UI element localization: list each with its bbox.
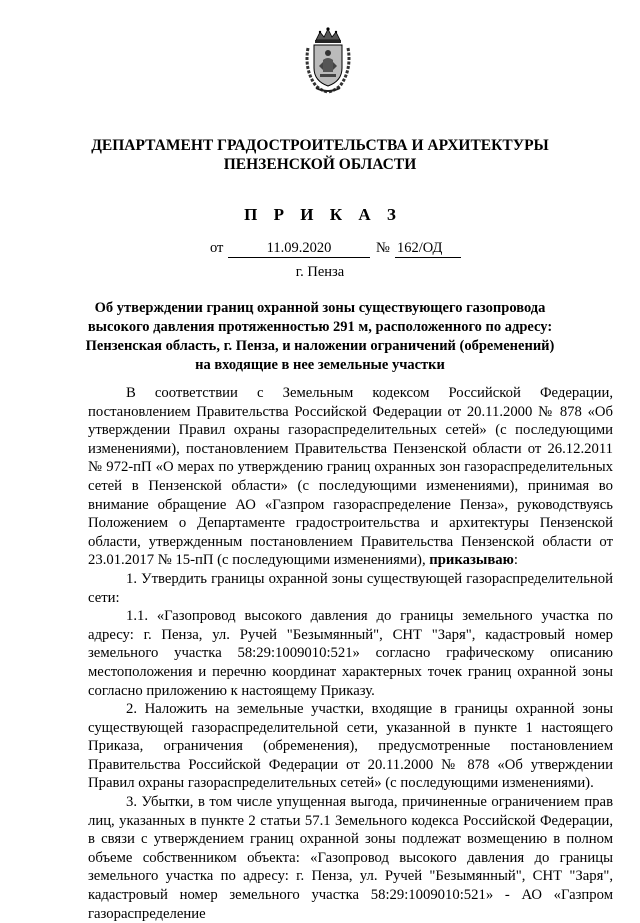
number-label: № <box>376 240 390 256</box>
document-type-heading: П Р И К А З <box>244 205 402 224</box>
department-title-line2: ПЕНЗЕНСКОЙ ОБЛАСТИ <box>223 156 417 173</box>
order-word: приказываю <box>429 552 514 569</box>
department-title-line1: ДЕПАРТАМЕНТ ГРАДОСТРОИТЕЛЬСТВА И АРХИТЕКТУРЫ <box>91 137 549 154</box>
preamble-text: В соответствии с Земельным кодексом Российской Федерации, постановлением Правительства Российской Федерации от 20.11.2000 № 878 «Об утверждении Правил охраны газораспределительных сетей» (с последующими изменениями), постановлением Правительства Пензенской области от 26.12.2011 № 972-пП «О мерах по утверждению границ охранных зон газораспределительных сетей в Пензенской области» (с последующими изменениями), принимая во внимание обращение АО «Газпром газораспределение Пенза», руководствуясь Положением о Департаменте градостроительства и архитектуры Пензенской области, утвержденным постановлением Правительства Пензенской области от 23.01.2017 № 15-пП (с последующими изменениями), <box>88 385 613 569</box>
date-from-label: от <box>210 240 224 256</box>
subject-line2: высокого давления протяженностью 291 м, расположенного по адресу: <box>87 319 553 335</box>
subject-line3: Пензенская область, г. Пенза, и наложении ограничений (обременений) <box>85 338 555 354</box>
document-body <box>88 384 613 923</box>
subject-line1: Об утверждении границ охранной зоны существующего газопровода <box>94 300 546 316</box>
subject-line4: на входящие в нее земельные участки <box>195 357 445 373</box>
paragraph-preamble <box>88 384 613 570</box>
paragraph-item-2: 2. Наложить на земельные участки, входящие в границы охранной зоны существующей газораспределительной сети, указанной в пункте 1 настоящего Приказа, ограничения (обременения), предусмотренные постановлением Правительства Российской Федерации от 20.11.2000 № 878 «Об утверждении Правил охраны газораспределительных сетей» (с последующими изменениями). <box>88 701 613 792</box>
paragraph-item-1-1: 1.1. «Газопровод высокого давления до границы земельного участка по адресу: г. Пенза, ул. Ручей "Безымянный", СНТ "Заря", кадастровый номер земельного участка 58:29:1009010:521» согласно графическому описанию местоположения и перечню координат характерных точек границ охранной зоны согласно приложению к настоящему Приказу. <box>88 608 613 699</box>
document-date: 11.09.2020 <box>228 240 370 258</box>
department-title <box>0 136 640 174</box>
paragraph-item-1: 1. Утвердить границы охранной зоны существующей газораспределительной сети: <box>88 570 613 606</box>
document-subject <box>0 299 640 375</box>
city-label: г. Пенза <box>295 264 345 280</box>
paragraph-item-3: 3. Убытки, в том числе упущенная выгода, причиненные ограничением прав лиц, указанных в пункте 2 статьи 57.1 Земельного кодекса Российской Федерации, в связи с утверждением границ охранной зоны подлежат возмещению в полном объеме собственником объекта: «Газопровод высокого давления до границы земельного участка по адресу: г. Пенза, ул. Ручей "Безымянный", СНТ "Заря", кадастровый номер земельного участка 58:29:1009010:521» - АО «Газпром газораспределение <box>88 794 613 922</box>
document-number: 162/ОД <box>395 240 461 258</box>
penza-region-coat-of-arms-icon <box>302 26 354 94</box>
order-word-colon: : <box>513 552 518 569</box>
